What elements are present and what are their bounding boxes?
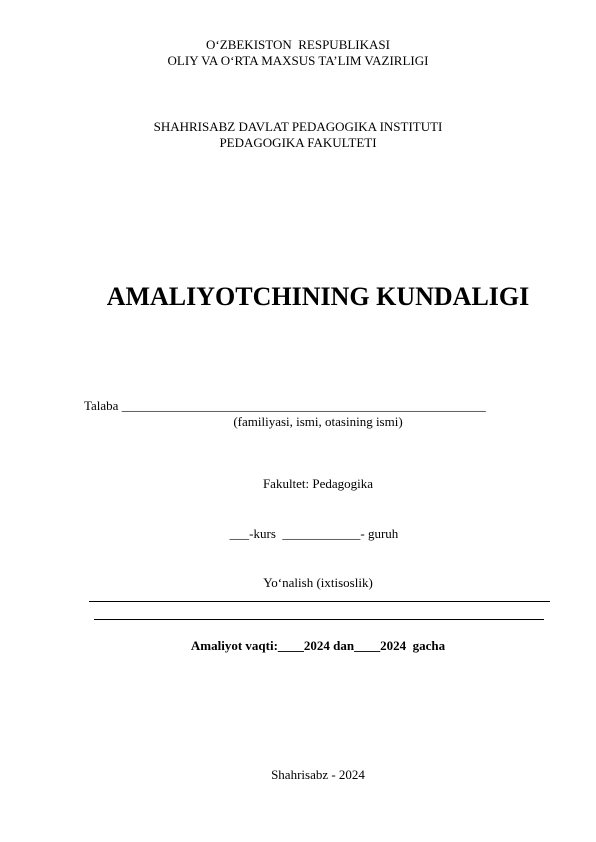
faculty-heading: PEDAGOGIKA FAKULTETI xyxy=(219,135,377,150)
republic-heading: O‘ZBEKISTON RESPUBLIKASI xyxy=(206,37,390,52)
document-title: AMALIYOTCHINING KUNDALIGI xyxy=(106,282,530,311)
practice-time-line: Amaliyot vaqti:____2024 dan____2024 gacha xyxy=(190,638,446,653)
direction-label: Yo‘nalish (ixtisoslik) xyxy=(263,575,373,590)
student-name-hint: (familiyasi, ismi, otasining ismi) xyxy=(233,414,403,429)
faculty-line: Fakultet: Pedagogika xyxy=(262,476,374,491)
ministry-heading: OLIY VA O‘RTA MAXSUS TA’LIM VAZIRLIGI xyxy=(167,53,429,68)
student-name-line: Talaba ________________________________________________________ xyxy=(84,398,486,413)
course-group-line: ___-kurs ____________- guruh xyxy=(229,526,399,541)
footer-city-year: Shahrisabz - 2024 xyxy=(271,767,365,782)
direction-rule-2 xyxy=(94,619,544,620)
direction-rule-1 xyxy=(89,601,550,602)
institute-heading: SHAHRISABZ DAVLAT PEDAGOGIKA INSTITUTI xyxy=(153,119,443,134)
